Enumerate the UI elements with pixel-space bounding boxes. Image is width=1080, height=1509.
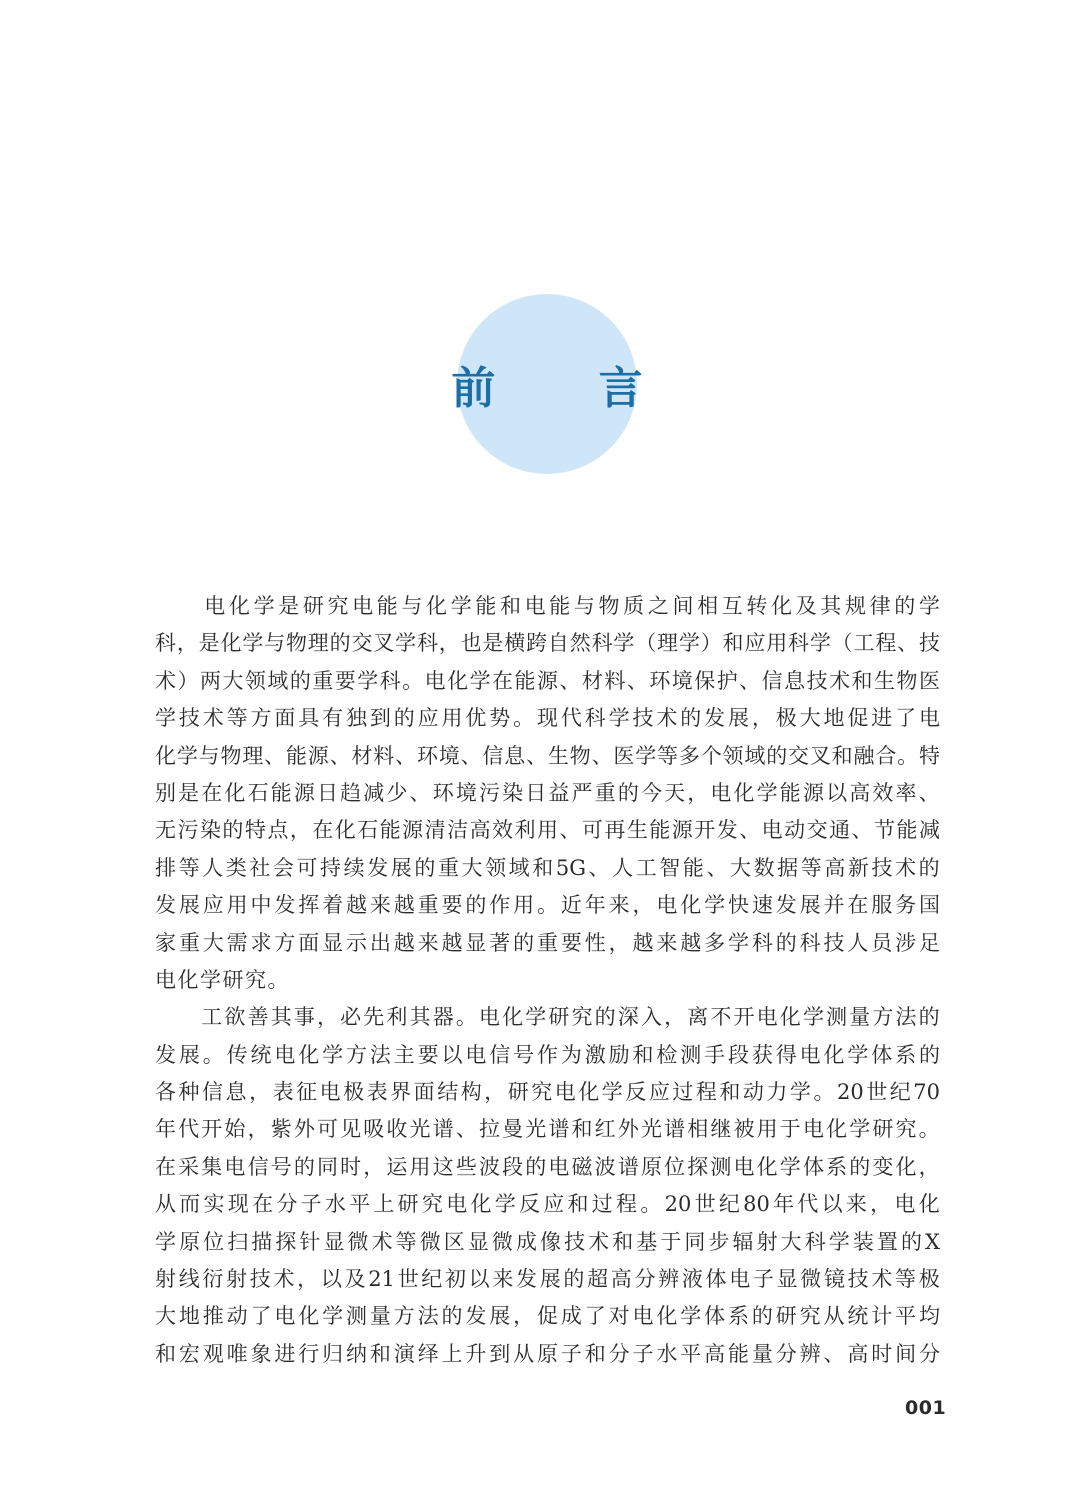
text-line: 化 学 与 物 理 、 能 源 、 材 料 、 环 境 、 信 息 、 生 物 、 医 学 等 多 个 领 域 的 交 叉 和 融 合 。 特	[155, 743, 940, 768]
text-line: 电 化 学 是 研 究 电 能 与 化 学 能 和 电 能 与 物 质 之 间 相 互 转 化 及 其 规 律 的 学	[204, 594, 940, 618]
text-line: 学 技 术 等 方 面 具 有 独 到 的 应 用 优 势 。 现 代 科 学 技 术 的 发 展 ， 极 大 地 促 进 了 电	[155, 706, 940, 731]
page-title: 前 言	[451, 363, 687, 414]
text-line: 电化学研究。	[155, 967, 290, 992]
text-line: 和 宏 观 唯 象 进 行 归 纳 和 演 绎 上 升 到 从 原 子 和 分 子 水 平 高 能 量 分 辨 、 高 时 间 分	[155, 1341, 940, 1366]
page-number: 001	[905, 1397, 947, 1419]
title-badge	[451, 294, 687, 474]
body-text	[155, 588, 940, 1373]
text-line: 年 代 开 始 ， 紫 外 可 见 吸 收 光 谱 、 拉 曼 光 谱 和 红 外 光 谱 相 继 被 用 于 电 化 学 研 究 。	[155, 1117, 940, 1142]
text-line: 家 重 大 需 求 方 面 显 示 出 越 来 越 显 著 的 重 要 性 ， 越 来 越 多 学 科 的 科 技 人 员 涉 足	[155, 930, 940, 955]
text-line: 在 采 集 电 信 号 的 同 时 ， 运 用 这 些 波 段 的 电 磁 波 谱 原 位 探 测 电 化 学 体 系 的 变 化 ，	[155, 1154, 940, 1179]
text-line: 科 ， 是 化 学 与 物 理 的 交 叉 学 科 ， 也 是 横 跨 自 然 科 学 （ 理 学 ） 和 应 用 科 学 （ 工 程 、 技	[155, 631, 940, 656]
text-line: 大 地 推 动 了 电 化 学 测 量 方 法 的 发 展 ， 促 成 了 对 电 化 学 体 系 的 研 究 从 统 计 平 均	[155, 1304, 940, 1329]
text-line: 别 是 在 化 石 能 源 日 趋 减 少 、 环 境 污 染 日 益 严 重 的 今 天 ， 电 化 学 能 源 以 高 效 率 、	[155, 780, 940, 805]
text-line: 发 展 。 传 统 电 化 学 方 法 主 要 以 电 信 号 作 为 激 励 和 检 测 手 段 获 得 电 化 学 体 系 的	[155, 1042, 940, 1067]
text-line: 各 种 信 息 ， 表 征 电 极 表 界 面 结 构 ， 研 究 电 化 学 反 应 过 程 和 动 力 学 。 20 世 纪 70	[155, 1080, 940, 1105]
text-line: 无 污 染 的 特 点 ， 在 化 石 能 源 清 洁 高 效 利 用 、 可 再 生 能 源 开 发 、 电 动 交 通 、 节 能 减	[155, 818, 940, 843]
text-line: 排 等 人 类 社 会 可 持 续 发 展 的 重 大 领 域 和 5G 、 人 工 智 能 、 大 数 据 等 高 新 技 术 的	[155, 855, 940, 880]
text-line: 术 ） 两 大 领 域 的 重 要 学 科 。 电 化 学 在 能 源 、 材 料 、 环 境 保 护 、 信 息 技 术 和 生 物 医	[155, 668, 940, 693]
text-line: 从 而 实 现 在 分 子 水 平 上 研 究 电 化 学 反 应 和 过 程 。 20 世 纪 80 年 代 以 来 ， 电 化	[155, 1192, 940, 1217]
text-line: 学 原 位 扫 描 探 针 显 微 术 等 微 区 显 微 成 像 技 术 和 基 于 同 步 辐 射 大 科 学 装 置 的 X	[155, 1229, 940, 1254]
text-line: 射 线 衍 射 技 术 ， 以 及 21 世 纪 初 以 来 发 展 的 超 高 分 辨 液 体 电 子 显 微 镜 技 术 等 极	[155, 1267, 940, 1292]
text-line: 工 欲 善 其 事 ， 必 先 利 其 器 。 电 化 学 研 究 的 深 入 ， 离 不 开 电 化 学 测 量 方 法 的	[201, 1005, 940, 1030]
text-line: 发 展 应 用 中 发 挥 着 越 来 越 重 要 的 作 用 。 近 年 来 ， 电 化 学 快 速 发 展 并 在 服 务 国	[155, 893, 940, 918]
